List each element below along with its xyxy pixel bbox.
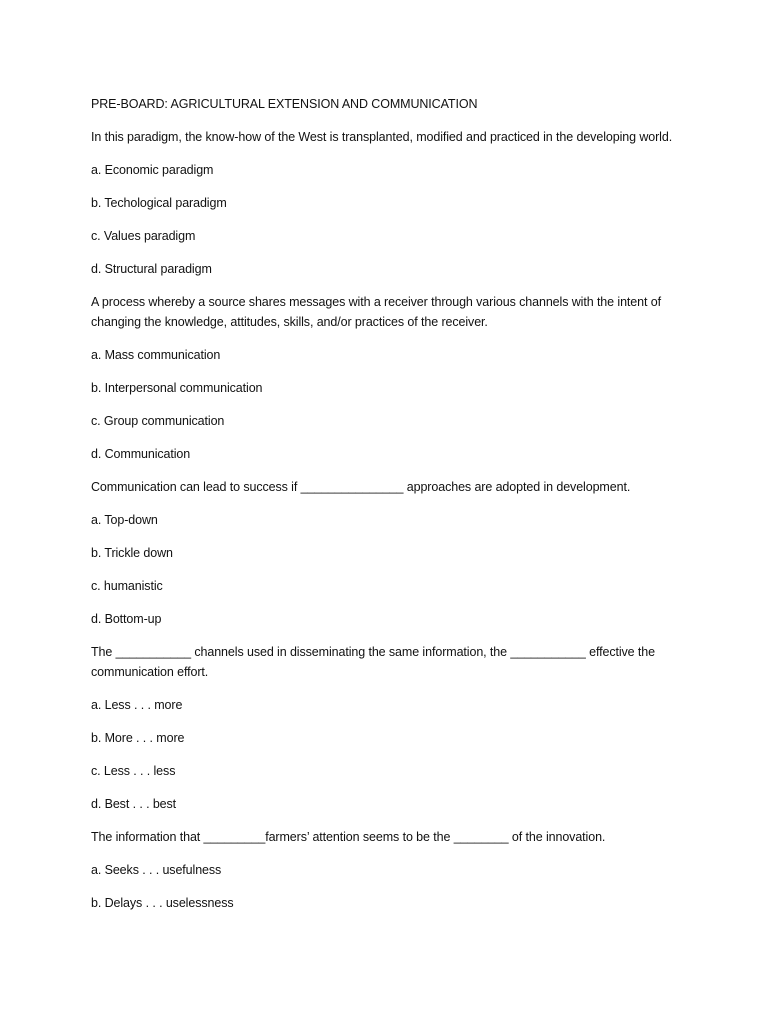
question-2-option-b: b. Interpersonal communication bbox=[91, 381, 263, 395]
question-2-option-c: c. Group communication bbox=[91, 414, 225, 428]
question-4-option-a: a. Less . . . more bbox=[91, 698, 183, 712]
question-1-option-c: c. Values paradigm bbox=[91, 229, 196, 243]
question-1-option-d: d. Structural paradigm bbox=[91, 262, 212, 276]
question-4-option-d: d. Best . . . best bbox=[91, 797, 177, 811]
question-4-option-b: b. More . . . more bbox=[91, 731, 185, 745]
question-3-option-b: b. Trickle down bbox=[91, 546, 173, 560]
question-3-option-a: a. Top-down bbox=[91, 513, 158, 527]
question-5-stem: The information that _________farmers’ attention seems to be the ________ of the innovation. bbox=[91, 830, 606, 844]
question-5-option-b: b. Delays . . . uselessness bbox=[91, 896, 234, 910]
question-2-stem: A process whereby a source shares messages with a receiver through various channels with the intent of changing the knowledge, attitudes, skills, and/or practices of the receiver. bbox=[91, 295, 661, 329]
question-3-stem: Communication can lead to success if _______________ approaches are adopted in development. bbox=[91, 480, 631, 494]
question-1-option-b: b. Techological paradigm bbox=[91, 196, 227, 210]
question-1-option-a: a. Economic paradigm bbox=[91, 163, 214, 177]
question-4-stem: The ___________ channels used in disseminating the same information, the ___________ effective the communication effort. bbox=[91, 645, 655, 679]
question-3-option-c: c. humanistic bbox=[91, 579, 163, 593]
question-2-option-d: d. Communication bbox=[91, 447, 191, 461]
question-2-option-a: a. Mass communication bbox=[91, 348, 221, 362]
question-4-option-c: c. Less . . . less bbox=[91, 764, 176, 778]
question-3-option-d: d. Bottom-up bbox=[91, 612, 162, 626]
question-1-stem: In this paradigm, the know-how of the West is transplanted, modified and practiced in the developing world. bbox=[91, 130, 673, 144]
question-5-option-a: a. Seeks . . . usefulness bbox=[91, 863, 222, 877]
document-title: PRE-BOARD: AGRICULTURAL EXTENSION AND COMMUNICATION bbox=[91, 97, 478, 111]
document-content bbox=[91, 94, 691, 926]
